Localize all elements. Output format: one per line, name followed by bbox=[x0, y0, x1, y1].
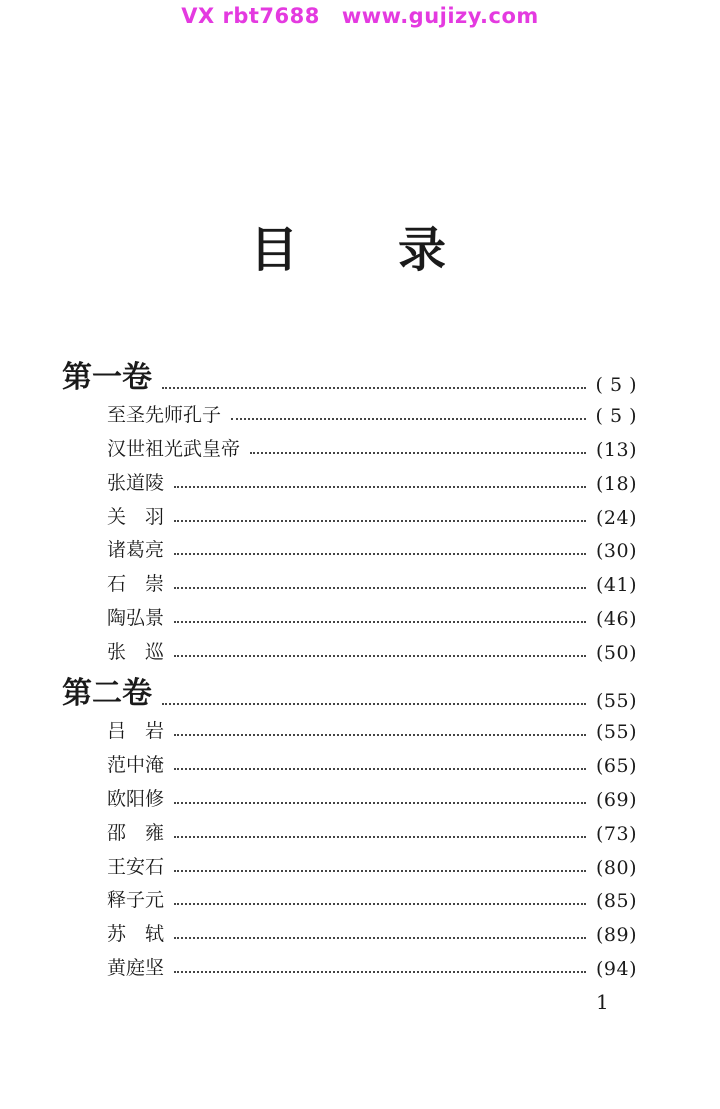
toc-page-number: (55) bbox=[595, 721, 637, 743]
toc-entry-row bbox=[0, 851, 720, 881]
toc-page-number: (69) bbox=[595, 789, 637, 811]
toc-entry-row bbox=[0, 918, 720, 948]
page-number: 1 bbox=[596, 990, 609, 1014]
toc-leader-dots bbox=[174, 520, 586, 522]
toc-entry-row bbox=[0, 783, 720, 813]
toc-entry-row bbox=[0, 568, 720, 598]
toc-entry-title: 至圣先师孔子 bbox=[107, 404, 222, 426]
page-title bbox=[0, 220, 720, 280]
toc-entry-row bbox=[0, 467, 720, 497]
toc-page-number: (89) bbox=[595, 924, 637, 946]
toc-leader-dots bbox=[174, 971, 586, 973]
toc-entry-row bbox=[0, 602, 720, 632]
toc-entry-title: 邵 雍 bbox=[107, 822, 165, 844]
toc-leader-dots bbox=[174, 836, 586, 838]
toc-entry-row bbox=[0, 399, 720, 429]
toc-entry-row bbox=[0, 817, 720, 847]
toc-entry-row bbox=[0, 433, 720, 463]
toc-leader-dots bbox=[174, 553, 586, 555]
toc-entry-title: 欧阳修 bbox=[107, 788, 165, 810]
toc-page-number: ( 5 ) bbox=[595, 405, 637, 427]
title-char-2: 录 bbox=[398, 222, 447, 278]
toc-entry-title: 吕 岩 bbox=[107, 720, 165, 742]
toc-page-number: (30) bbox=[595, 540, 637, 562]
toc-entry-title: 黄庭坚 bbox=[107, 957, 165, 979]
toc-entry-row bbox=[0, 715, 720, 745]
toc-volume-title: 第二卷 bbox=[62, 676, 152, 711]
toc-entry-row bbox=[0, 534, 720, 564]
toc-leader-dots bbox=[162, 387, 586, 389]
toc-leader-dots bbox=[174, 937, 586, 939]
toc-volume-row bbox=[0, 676, 720, 714]
toc-entry-row bbox=[0, 501, 720, 531]
watermark-url: www.gujizy.com bbox=[341, 4, 539, 28]
toc-page-number: (55) bbox=[595, 690, 637, 712]
toc-volume-title: 第一卷 bbox=[62, 360, 152, 395]
toc-entry-title: 王安石 bbox=[107, 856, 165, 878]
toc-entry-row bbox=[0, 952, 720, 982]
toc-volume-row bbox=[0, 360, 720, 398]
toc-leader-dots bbox=[174, 587, 586, 589]
toc-page-number: (85) bbox=[595, 890, 637, 912]
watermark-text bbox=[0, 4, 720, 28]
toc-page-number: (46) bbox=[595, 608, 637, 630]
toc-leader-dots bbox=[174, 768, 586, 770]
toc-leader-dots bbox=[174, 903, 586, 905]
toc-leader-dots bbox=[250, 452, 586, 454]
toc-page-number: (73) bbox=[595, 823, 637, 845]
toc-page-number: (24) bbox=[595, 507, 637, 529]
watermark-contact: VX rbt7688 bbox=[181, 4, 320, 28]
toc-leader-dots bbox=[231, 418, 586, 420]
toc-page-number: ( 5 ) bbox=[595, 374, 637, 396]
toc-page-number: (65) bbox=[595, 755, 637, 777]
toc-page-number: (18) bbox=[595, 473, 637, 495]
toc-page-number: (80) bbox=[595, 857, 637, 879]
toc-entry-title: 释子元 bbox=[107, 889, 165, 911]
toc-leader-dots bbox=[174, 486, 586, 488]
toc-entry-title: 范中淹 bbox=[107, 754, 165, 776]
toc-page-number: (41) bbox=[595, 574, 637, 596]
toc-entry-row bbox=[0, 884, 720, 914]
toc-page-number: (94) bbox=[595, 958, 637, 980]
title-char-1: 目 bbox=[250, 222, 299, 278]
toc-leader-dots bbox=[174, 621, 586, 623]
toc-entry-title: 张道陵 bbox=[107, 472, 165, 494]
toc-entry-title: 关 羽 bbox=[107, 506, 165, 528]
toc-entry-title: 张 巡 bbox=[107, 641, 165, 663]
toc-page-number: (13) bbox=[595, 439, 637, 461]
toc-entry-title: 石 崇 bbox=[107, 573, 165, 595]
toc-entry-title: 苏 轼 bbox=[107, 923, 165, 945]
toc-leader-dots bbox=[174, 734, 586, 736]
toc-leader-dots bbox=[174, 870, 586, 872]
toc-entry-title: 汉世祖光武皇帝 bbox=[107, 438, 241, 460]
toc-entry-row bbox=[0, 749, 720, 779]
toc-page-number: (50) bbox=[595, 642, 637, 664]
toc-leader-dots bbox=[162, 703, 586, 705]
toc-leader-dots bbox=[174, 802, 586, 804]
toc-entry-title: 陶弘景 bbox=[107, 607, 165, 629]
toc-leader-dots bbox=[174, 655, 586, 657]
toc-entry-title: 诸葛亮 bbox=[107, 539, 165, 561]
toc-entry-row bbox=[0, 636, 720, 666]
